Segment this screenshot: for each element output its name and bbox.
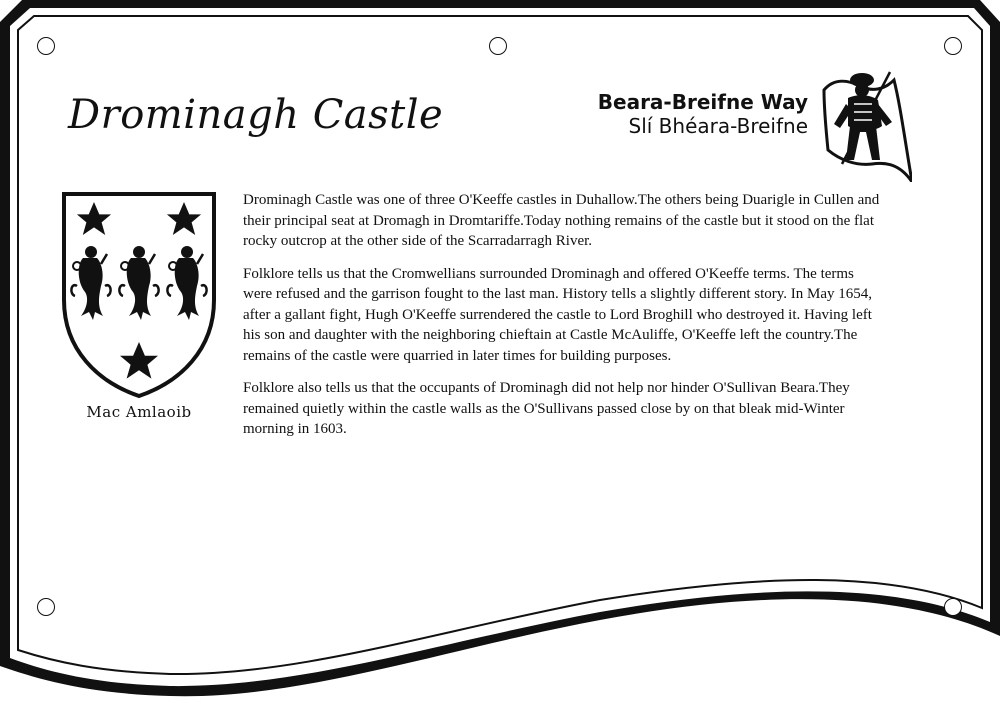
body-paragraph: Drominagh Castle was one of three O'Keeffe castles in Duhallow.The others being Duarigle in Cullen and their principal seat at Dromagh in Dromtariffe.Today nothing remains of the castle but it stood on the flat rocky outcrop at the other side of the Scarradarragh River.	[243, 192, 880, 249]
mounting-hole-bottom-right	[944, 598, 962, 616]
brand-name-irish: Slí Bhéara-Breifne	[628, 114, 808, 138]
sign-title: Drominagh Castle	[68, 92, 444, 138]
crest-caption: Mac Amlaoib	[86, 403, 192, 421]
sign-body	[243, 190, 883, 452]
mounting-hole-bottom-left	[37, 598, 55, 616]
brand-name-english: Beara-Breifne Way	[597, 90, 808, 114]
body-paragraph: Folklore tells us that the Cromwellians surrounded Drominagh and offered O'Keeffe terms. The terms were refused and the garrison fought to the last man. History tells a slightly different story. In May 1654, after a gallant fight, Hugh O'Keeffe surrendered the castle to Lord Broghill who destroyed it. Having left his son and daughter with the neighboring chieftain at Castle McAuliffe, O'Keeffe left the country.The remains of the castle were quarried in later times for building purposes.	[243, 265, 873, 364]
mounting-hole-top-left	[37, 37, 55, 55]
body-paragraph: Folklore also tells us that the occupants of Drominagh did not help nor hinder O'Sullivan Beara.They remained quietly within the castle walls as the O'Sullivans passed close by on that bleak mid-Winter morning in 1603.	[243, 380, 850, 437]
pikeman-figure-icon	[820, 64, 912, 182]
mounting-hole-top-right	[944, 37, 962, 55]
coat-of-arms	[60, 190, 218, 400]
mounting-hole-top-center	[489, 37, 507, 55]
trail-brand	[598, 90, 808, 138]
